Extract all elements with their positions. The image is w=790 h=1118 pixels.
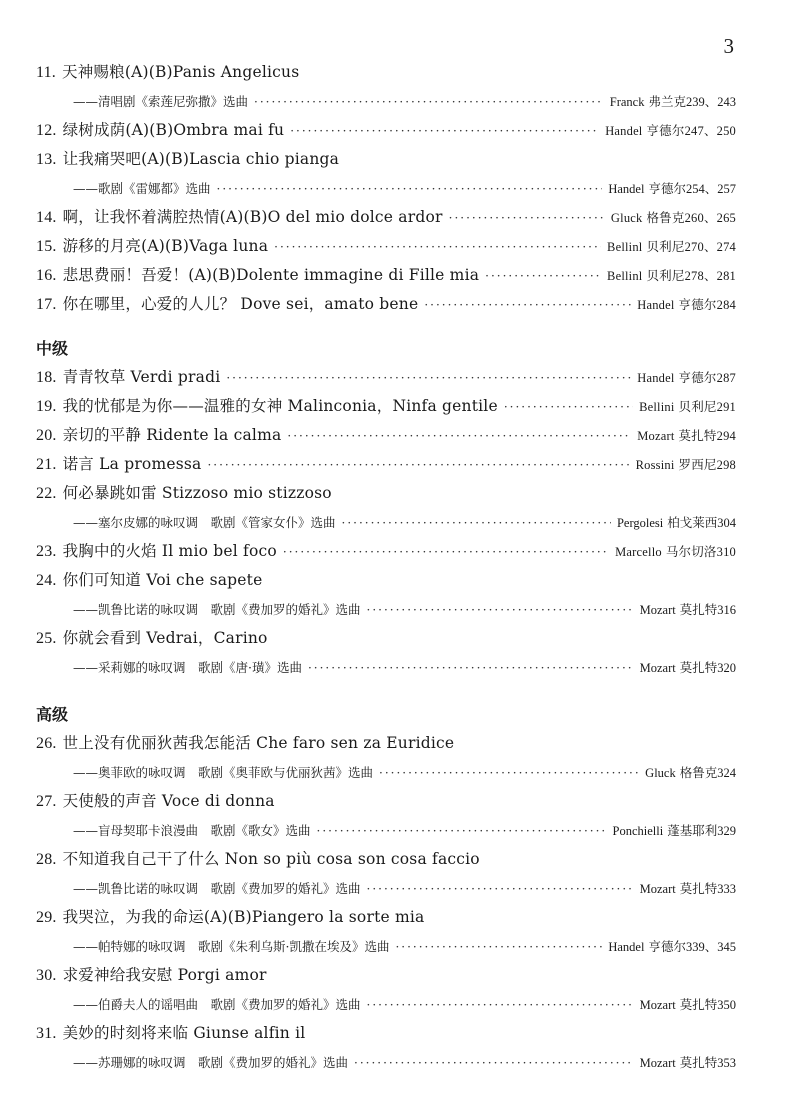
entry-number: 15. — [36, 238, 57, 255]
entry-title: 不知道我自己干了什么 Non so più cosa son cosa faccio — [62, 850, 480, 868]
entry-title: 我哭泣，为我的命运(A)(B)Piangero la sorte mia — [62, 908, 425, 926]
entry-number: 14. — [36, 209, 57, 226]
toc-entry[interactable] — [36, 203, 736, 232]
page-ref: 310 — [716, 545, 736, 559]
entry-meta — [640, 595, 736, 625]
entry-subtitle: ——盲母契耶卡浪漫曲 歌剧《歌女》选曲 — [73, 823, 311, 838]
composer-name: Ponchielli — [612, 824, 664, 838]
toc-entry[interactable] — [36, 421, 736, 450]
dot-leader — [274, 233, 601, 262]
toc-entry-subtitle-line — [36, 174, 736, 203]
dot-leader — [317, 817, 607, 846]
composer-name-cn: 亨德尔 — [648, 939, 686, 954]
composer-name-cn: 亨德尔 — [648, 181, 686, 196]
entry-title: 天使般的声音 Voce di donna — [62, 792, 275, 810]
dot-leader — [449, 204, 605, 233]
toc-entry[interactable] — [36, 145, 736, 174]
entry-number: 21. — [36, 456, 57, 473]
toc-entry[interactable] — [36, 1019, 736, 1048]
dot-leader — [379, 759, 639, 788]
toc-entry[interactable] — [36, 845, 736, 874]
entry-number: 30. — [36, 967, 57, 984]
entry-subtitle: ——奥菲欧的咏叹调 歌剧《奥菲欧与优丽狄茜》选曲 — [73, 765, 374, 780]
toc-entry-subtitle-line — [36, 874, 736, 903]
entry-meta — [617, 508, 736, 538]
toc-entry[interactable] — [36, 290, 736, 319]
entry-number: 19. — [36, 398, 57, 415]
entry-title: 天神赐粮(A)(B)Panis Angelicus — [62, 63, 300, 81]
entry-title: 让我痛哭吧(A)(B)Lascia chio pianga — [62, 150, 340, 168]
dot-leader — [354, 1049, 634, 1078]
entry-meta — [615, 537, 736, 567]
composer-name-cn: 贝利尼 — [678, 399, 717, 414]
entry-title: 绿树成荫(A)(B)Ombra mai fu — [62, 121, 285, 139]
composer-name-cn: 亨德尔 — [678, 297, 717, 312]
composer-name-cn: 贝利尼 — [646, 268, 685, 283]
toc-entry[interactable] — [36, 903, 736, 932]
entry-title: 我胸中的火焰 Il mio bel foco — [62, 542, 277, 560]
toc-entry-subtitle-line — [36, 595, 736, 624]
entry-title: 啊，让我怀着满腔热情(A)(B)O del mio dolce ardor — [62, 208, 443, 226]
entry-meta — [636, 450, 736, 480]
entry-number: 26. — [36, 735, 57, 752]
page-ref: 239、243 — [685, 95, 736, 109]
entry-number: 12. — [36, 122, 57, 139]
entry-subtitle: ——凯鲁比诺的咏叹调 歌剧《费加罗的婚礼》选曲 — [73, 602, 361, 617]
toc-entry[interactable] — [36, 961, 736, 990]
entry-title: 你就会看到 Vedrai，Carino — [62, 629, 268, 647]
entry-meta — [640, 653, 736, 683]
dot-leader — [342, 509, 611, 538]
entry-number: 25. — [36, 630, 57, 647]
toc-entry-subtitle-line — [36, 990, 736, 1019]
composer-name-cn: 莫扎特 — [679, 1055, 718, 1070]
composer-name-cn: 莫扎特 — [679, 602, 718, 617]
dot-leader — [367, 596, 634, 625]
entry-meta — [611, 203, 736, 233]
composer-name-cn: 亨德尔 — [646, 123, 685, 138]
entry-number: 27. — [36, 793, 57, 810]
entry-number: 22. — [36, 485, 57, 502]
toc-entry[interactable] — [36, 537, 736, 566]
entry-meta — [607, 261, 736, 291]
entry-title: 何必暴跳如雷 Stizzoso mio stizzoso — [62, 484, 332, 502]
dot-leader — [254, 88, 604, 117]
composer-name: Pergolesi — [616, 516, 664, 530]
composer-name: Gluck — [645, 766, 676, 780]
page-ref: 350 — [717, 998, 736, 1012]
page-ref: 316 — [717, 603, 736, 617]
dot-leader — [290, 117, 599, 146]
composer-name: Franck — [609, 95, 645, 109]
dot-leader — [485, 262, 601, 291]
composer-name-cn: 贝利尼 — [646, 239, 685, 254]
entry-number: 18. — [36, 369, 57, 386]
entry-number: 31. — [36, 1025, 57, 1042]
entry-meta — [640, 1048, 736, 1078]
toc-entry-subtitle-line — [36, 87, 736, 116]
toc-entry[interactable] — [36, 116, 736, 145]
composer-name-cn: 弗兰克 — [648, 94, 686, 109]
page-number: 3 — [723, 34, 734, 58]
page-ref: 247、250 — [684, 124, 736, 138]
dot-leader — [367, 875, 634, 904]
entry-meta — [607, 232, 736, 262]
entry-subtitle: ——采莉娜的咏叹调 歌剧《唐·璜》选曲 — [73, 660, 302, 675]
composer-name: Marcello — [615, 545, 662, 559]
page-ref: 298 — [716, 458, 736, 472]
entry-subtitle: ——凯鲁比诺的咏叹调 歌剧《费加罗的婚礼》选曲 — [73, 881, 361, 896]
dot-leader — [283, 538, 609, 567]
entry-subtitle: ——塞尔皮娜的咏叹调 歌剧《管家女仆》选曲 — [73, 515, 336, 530]
entry-title: 诺言 La promessa — [62, 455, 202, 473]
toc-entry[interactable] — [36, 363, 736, 392]
page-ref: 333 — [717, 882, 736, 896]
composer-name: Rossini — [635, 458, 675, 472]
entry-number: 29. — [36, 909, 57, 926]
dot-leader — [395, 933, 602, 962]
toc-entry[interactable] — [36, 232, 736, 261]
entry-title: 你在哪里，心爱的人儿？ Dove sei，amato bene — [62, 295, 419, 313]
entry-number: 11. — [36, 64, 57, 81]
composer-name: Handel — [637, 371, 675, 385]
entry-meta — [608, 932, 736, 962]
page-ref: 287 — [716, 371, 736, 385]
dot-leader — [287, 422, 631, 451]
composer-name-cn: 莫扎特 — [679, 997, 718, 1012]
entry-meta — [608, 174, 736, 204]
entry-number: 24. — [36, 572, 57, 589]
toc-entry-subtitle-line — [36, 508, 736, 537]
composer-name-cn: 马尔切洛 — [665, 544, 717, 559]
page-ref: 324 — [717, 766, 736, 780]
dot-leader — [226, 364, 631, 393]
entry-subtitle: ——帕特娜的咏叹调 歌剧《朱利乌斯·凯撒在埃及》选曲 — [73, 939, 390, 954]
entry-title: 你们可知道 Voi che sapete — [62, 571, 263, 589]
page-ref: 254、257 — [685, 182, 736, 196]
entry-meta — [613, 816, 736, 846]
entry-subtitle: ——歌剧《雷娜都》选曲 — [73, 181, 211, 196]
entry-number: 28. — [36, 851, 57, 868]
composer-name: Bellinl — [607, 240, 643, 254]
composer-name-cn: 莫扎特 — [679, 660, 718, 675]
entry-meta — [610, 87, 736, 117]
toc-entry-subtitle-line — [36, 932, 736, 961]
composer-name: Handel — [608, 940, 645, 954]
entry-number: 16. — [36, 267, 57, 284]
composer-name: Handel — [637, 298, 675, 312]
page-ref: 260、265 — [684, 211, 736, 225]
entry-meta — [605, 116, 736, 146]
toc-entry[interactable] — [36, 58, 736, 87]
entry-subtitle: ——伯爵夫人的谣唱曲 歌剧《费加罗的婚礼》选曲 — [73, 997, 361, 1012]
toc-entry[interactable] — [36, 729, 736, 758]
page-ref: 329 — [717, 824, 736, 838]
page-ref: 278、281 — [684, 269, 736, 283]
composer-name: Handel — [605, 124, 643, 138]
toc-entry[interactable] — [36, 479, 736, 508]
entry-number: 13. — [36, 151, 57, 168]
entry-title: 求爱神给我安慰 Porgi amor — [62, 966, 267, 984]
dot-leader — [207, 451, 629, 480]
entry-title: 悲思费丽！吾爱！(A)(B)Dolente immagine di Fille mia — [62, 266, 480, 284]
composer-name: Mozart — [639, 661, 676, 675]
entry-subtitle: ——苏珊娜的咏叹调 歌剧《费加罗的婚礼》选曲 — [73, 1055, 349, 1070]
entry-meta — [640, 874, 736, 904]
entry-title: 青青牧草 Verdi pradi — [62, 368, 221, 386]
toc-entry[interactable] — [36, 261, 736, 290]
dot-leader — [367, 991, 634, 1020]
entry-number: 23. — [36, 543, 57, 560]
toc-entry[interactable] — [36, 566, 736, 595]
composer-name-cn: 亨德尔 — [678, 370, 717, 385]
composer-name: Mozart — [639, 882, 676, 896]
entry-meta — [637, 363, 736, 393]
page-ref: 339、345 — [685, 940, 736, 954]
page-ref: 291 — [716, 400, 736, 414]
entry-title: 世上没有优丽狄茜我怎能活 Che faro sen za Euridice — [62, 734, 455, 752]
entry-title: 我的忧郁是为你——温雅的女神 Malinconia，Ninfa gentile — [62, 397, 498, 415]
composer-name: Mozart — [639, 998, 676, 1012]
composer-name-cn: 柏戈莱西 — [667, 515, 718, 530]
toc-entry[interactable] — [36, 450, 736, 479]
entry-title: 亲切的平静 Ridente la calma — [62, 426, 282, 444]
toc-entry-subtitle-line — [36, 1048, 736, 1077]
toc-entry[interactable] — [36, 392, 736, 421]
composer-name-cn: 格鲁克 — [646, 210, 685, 225]
page-ref: 284 — [716, 298, 736, 312]
section-heading: 高级 — [36, 705, 69, 724]
toc-entry[interactable] — [36, 787, 736, 816]
toc-entry-subtitle-line — [36, 758, 736, 787]
toc-entry-subtitle-line — [36, 653, 736, 682]
dot-leader — [424, 291, 631, 320]
page-ref: 270、274 — [684, 240, 736, 254]
page-ref: 294 — [716, 429, 736, 443]
composer-name: Mozart — [639, 603, 676, 617]
composer-name-cn: 格鲁克 — [679, 765, 718, 780]
dot-leader — [308, 654, 634, 683]
entry-meta — [637, 290, 736, 320]
dot-leader — [504, 393, 633, 422]
entry-title: 美妙的时刻将来临 Giunse alfin il — [62, 1024, 306, 1042]
entry-meta — [640, 990, 736, 1020]
table-of-contents — [36, 58, 736, 1077]
entry-number: 20. — [36, 427, 57, 444]
toc-entry-subtitle-line — [36, 816, 736, 845]
composer-name: Bellinl — [607, 269, 643, 283]
page-ref: 320 — [717, 661, 736, 675]
entry-title: 游移的月亮(A)(B)Vaga luna — [62, 237, 269, 255]
composer-name-cn: 罗西尼 — [678, 457, 717, 472]
composer-name: Bellini — [639, 400, 675, 414]
dot-leader — [217, 175, 603, 204]
page-ref: 353 — [717, 1056, 736, 1070]
composer-name-cn: 蓬基耶利 — [667, 823, 718, 838]
composer-name: Handel — [608, 182, 645, 196]
composer-name: Mozart — [637, 429, 675, 443]
composer-name: Mozart — [639, 1056, 676, 1070]
section-heading: 中级 — [36, 339, 69, 358]
toc-entry[interactable] — [36, 624, 736, 653]
composer-name: Gluck — [610, 211, 643, 225]
entry-meta — [639, 392, 736, 422]
page-ref: 304 — [717, 516, 736, 530]
composer-name-cn: 莫扎特 — [679, 881, 718, 896]
entry-meta — [637, 421, 736, 451]
entry-subtitle: ——清唱剧《索莲尼弥撒》选曲 — [73, 94, 249, 109]
composer-name-cn: 莫扎特 — [678, 428, 717, 443]
entry-number: 17. — [36, 296, 57, 313]
entry-meta — [645, 758, 736, 788]
